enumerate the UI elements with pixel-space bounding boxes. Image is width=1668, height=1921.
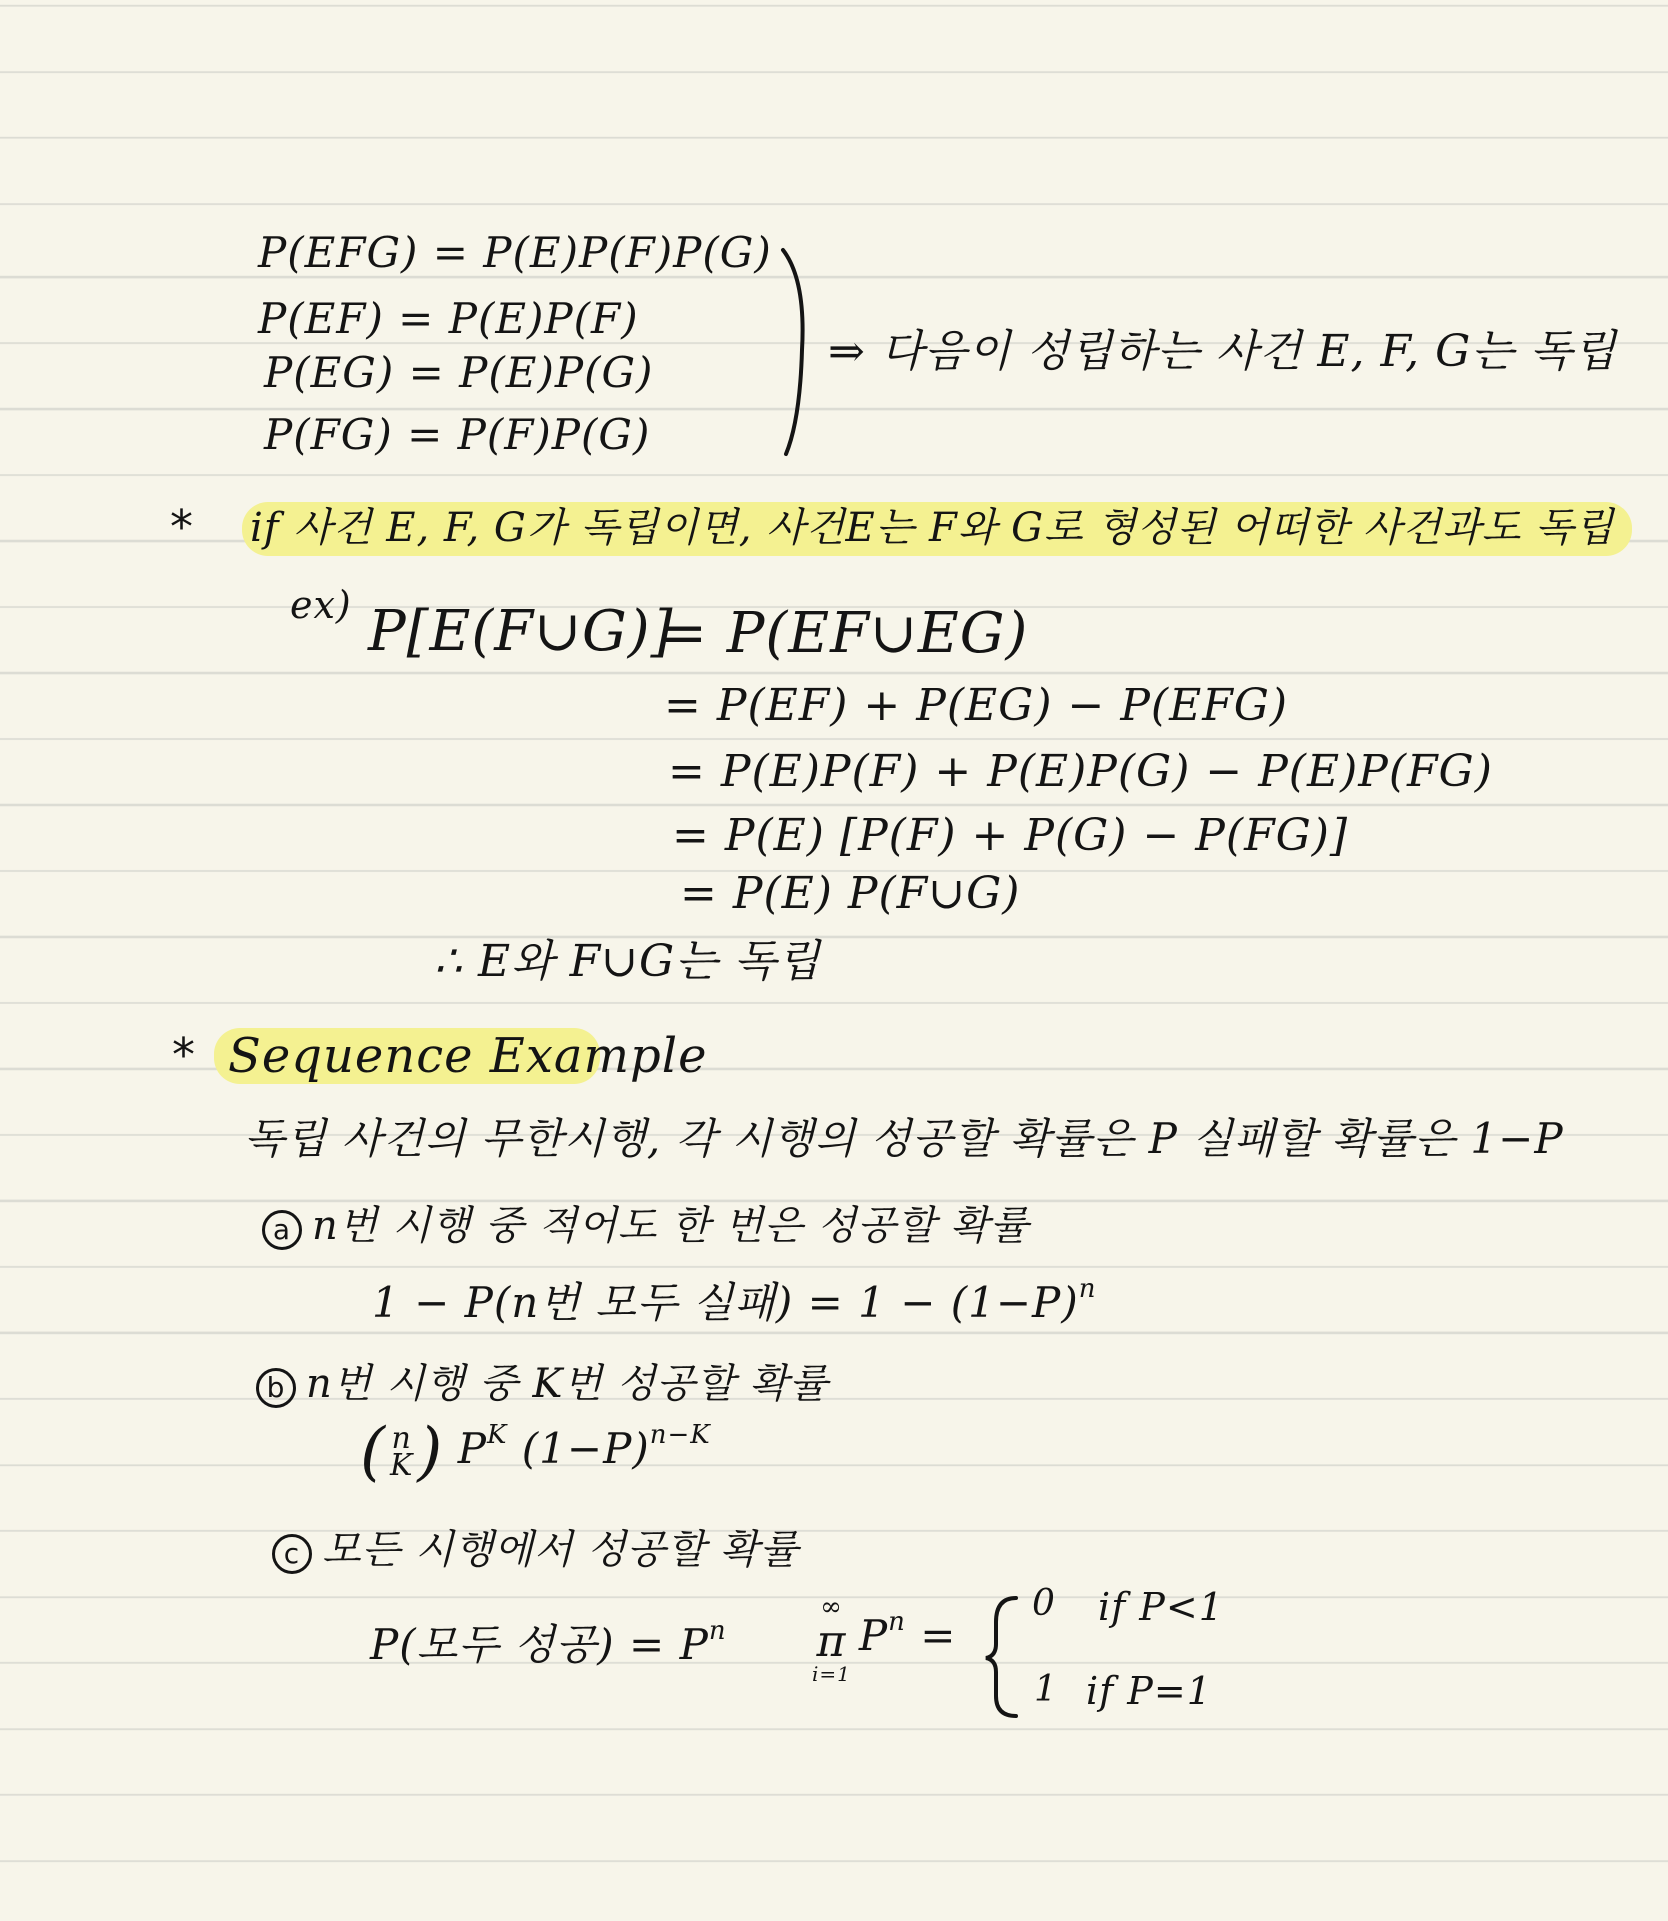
binom-open-paren: (: [360, 1415, 386, 1489]
item-a-formula: [372, 1274, 1097, 1327]
product-exponent: n: [888, 1607, 906, 1637]
binom-close-paren: ): [417, 1415, 444, 1489]
sequence-description: 독립 사건의 무한시행, 각 시행의 성공할 확률은 P 실패할 확률은 1−P: [244, 1114, 1564, 1163]
product-operator: [812, 1594, 851, 1684]
condition-line-1: P(EFG) = P(E)P(F)P(G): [258, 228, 772, 277]
if-statement: if 사건 E, F, G가 독립이면, 사건E는 F와 G로 형성된 어떠한 사건과도 독립: [250, 505, 1615, 551]
example-step-2: = P(EF) + P(EG) − P(EFG): [664, 680, 1289, 731]
binom-bottom: K: [389, 1448, 414, 1483]
product-symbol: π: [816, 1616, 847, 1667]
infinite-product: [812, 1594, 956, 1684]
binom-top: n: [391, 1421, 412, 1456]
condition-line-4: P(FG) = P(F)P(G): [264, 410, 651, 459]
bullet-star-2: *: [172, 1028, 196, 1082]
example-lhs: P[E(F∪G)]: [368, 599, 674, 664]
item-c-formula-text: P(모두 성공) = P: [370, 1620, 709, 1669]
item-c-heading: [272, 1527, 800, 1574]
item-c-marker: c: [272, 1534, 312, 1574]
item-a-formula-text: 1 − P(n번 모두 실패) = 1 − (1−P): [372, 1278, 1079, 1327]
item-b-tail-exponent: n−K: [649, 1420, 711, 1450]
item-b-formula: [360, 1415, 711, 1489]
item-c-heading-text: 모든 시행에서 성공할 확률: [322, 1527, 800, 1573]
item-b-marker: b: [256, 1368, 296, 1408]
sequence-title: Sequence Example: [228, 1028, 708, 1084]
item-b-heading: [256, 1361, 829, 1408]
item-b-heading-text: n번 시행 중 K번 성공할 확률: [306, 1361, 829, 1407]
example-step-3: = P(E)P(F) + P(E)P(G) − P(E)P(FG): [668, 746, 1493, 797]
item-a-heading: [262, 1203, 1030, 1250]
case-2-value: 1: [1034, 1669, 1058, 1710]
product-base: P: [858, 1611, 889, 1660]
item-b-p-exponent: K: [486, 1420, 508, 1450]
left-brace: [982, 1592, 1022, 1722]
bullet-star-1: *: [170, 500, 194, 554]
item-c-formula: [370, 1616, 727, 1669]
condition-line-2: P(EF) = P(E)P(F): [258, 294, 639, 343]
example-label: ex): [290, 583, 352, 627]
item-a-exponent: n: [1078, 1274, 1097, 1304]
independence-conclusion: ⇒ 다음이 성립하는 사건 E, F, G는 독립: [828, 326, 1617, 377]
item-a-heading-text: n번 시행 중 적어도 한 번은 성공할 확률: [312, 1203, 1030, 1249]
item-c-exponent: n: [708, 1616, 727, 1646]
item-b-tail: (1−P): [521, 1424, 650, 1473]
case-2-condition: if P=1: [1086, 1669, 1212, 1713]
example-step-4: = P(E) [P(F) + P(G) − P(FG)]: [672, 810, 1349, 861]
binomial-coefficient: [389, 1421, 414, 1483]
product-equals: =: [920, 1611, 957, 1660]
therefore-line: ∴ E와 F∪G는 독립: [434, 936, 821, 987]
case-1-value: 0: [1032, 1583, 1056, 1624]
condition-line-3: P(EG) = P(E)P(G): [264, 348, 654, 397]
product-lower-limit: i=1: [812, 1662, 851, 1686]
right-bracket: [778, 240, 818, 460]
case-1-condition: if P<1: [1098, 1585, 1224, 1629]
example-step-5: = P(E) P(F∪G): [680, 868, 1021, 919]
item-a-marker: a: [262, 1210, 302, 1250]
item-b-p: P: [457, 1424, 487, 1473]
example-step-1: = P(EF∪EG): [660, 601, 1029, 666]
product-upper-limit: ∞: [820, 1592, 843, 1622]
